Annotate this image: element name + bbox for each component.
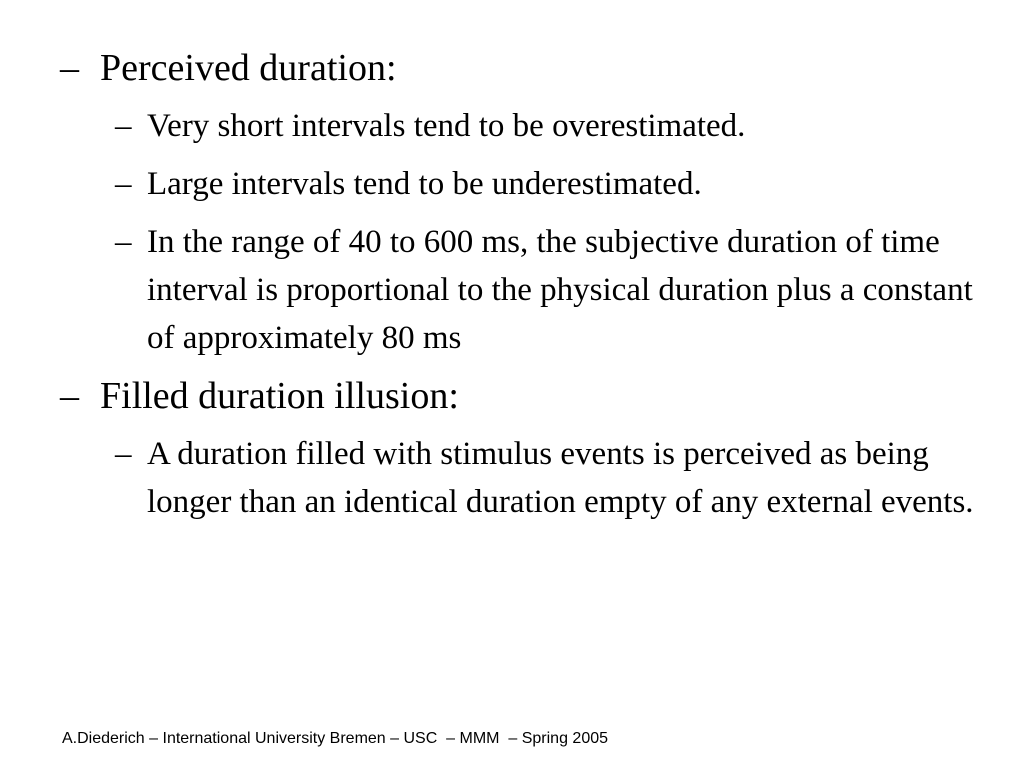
sub-bullet-filled-duration: [115, 430, 980, 526]
bullet-perceived-duration: [60, 44, 980, 92]
bullet-text: Large intervals tend to be underestimated.: [147, 166, 702, 202]
sub-bullet-short-intervals: [115, 102, 980, 150]
bullet-dash: –: [115, 224, 132, 260]
bullet-text: Very short intervals tend to be overestimated.: [147, 108, 746, 144]
slide-footer: A.Diederich – International University Bremen – USC – MMM – Spring 2005: [62, 730, 609, 747]
bullet-filled-duration-illusion: [60, 372, 980, 420]
bullet-dash: –: [115, 108, 132, 144]
sub-bullet-large-intervals: [115, 160, 980, 208]
bullet-text: In the range of 40 to 600 ms, the subjective duration of time interval is proportional to the physical duration plus a constant of approximately 80 ms: [147, 224, 973, 356]
bullet-text: Filled duration illusion:: [100, 375, 459, 417]
bullet-list: [60, 44, 980, 536]
bullet-dash: –: [60, 375, 79, 417]
bullet-text: A duration filled with stimulus events is perceived as being longer than an identical duration empty of any external events.: [147, 436, 974, 520]
bullet-dash: –: [60, 47, 79, 89]
bullet-dash: –: [115, 166, 132, 202]
bullet-text: Perceived duration:: [100, 47, 397, 89]
bullet-dash: –: [115, 436, 132, 472]
sub-bullet-range-40-600: [115, 218, 980, 362]
